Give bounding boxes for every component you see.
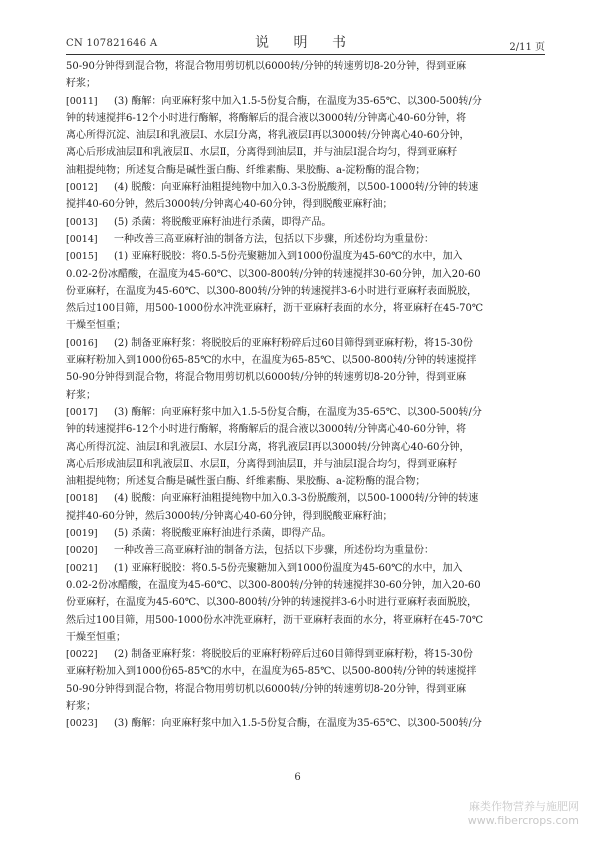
watermark-url: www.fibercrops.com — [467, 814, 579, 827]
paragraph-number: [0022] — [66, 649, 98, 661]
text-line — [66, 110, 547, 127]
paragraph-number: [0023] — [66, 718, 98, 730]
paragraph-number: [0015] — [66, 251, 98, 263]
continuation-paragraph — [66, 58, 547, 93]
page-counter: 2/11 页 — [509, 42, 545, 53]
text-line — [66, 196, 547, 213]
numbered-paragraph — [66, 542, 547, 559]
text-line — [66, 162, 547, 179]
page-header — [66, 30, 545, 52]
text-line — [66, 560, 547, 577]
line-text: (2) 制备亚麻籽浆：将脱胶后的亚麻籽粉碎后过60目筛得到亚麻籽粉，将15-30份 — [114, 337, 473, 349]
numbered-paragraph — [66, 490, 547, 525]
text-line — [66, 266, 547, 283]
text-line — [66, 248, 547, 265]
line-text: (5) 杀菌：将脱酸亚麻籽油进行杀菌，即得产品。 — [114, 216, 332, 228]
line-text: (2) 制备亚麻籽浆：将脱胶后的亚麻籽粉碎后过60目筛得到亚麻籽粉，将15-30份 — [114, 649, 473, 661]
text-line — [66, 473, 547, 490]
text-line — [66, 490, 547, 507]
paragraph-number: [0016] — [66, 337, 98, 349]
text-line — [66, 612, 547, 629]
text-line — [66, 369, 547, 386]
line-text: 50-90分钟得到混合物，将混合物用剪切机以6000转/分钟的转速剪切8-20分钟，得到亚麻 — [66, 683, 467, 695]
text-line — [66, 231, 547, 248]
text-line — [66, 144, 547, 161]
line-text: 籽浆； — [66, 389, 96, 401]
line-text: 然后过100目筛，用500-1000份水冲洗亚麻籽，沥干亚麻籽表面的水分，将亚麻籽在45-70℃ — [66, 303, 484, 315]
text-line — [66, 93, 547, 110]
text-line — [66, 698, 547, 715]
text-line — [66, 629, 547, 646]
paragraph-number: [0019] — [66, 528, 98, 540]
text-line — [66, 335, 547, 352]
line-text: 搅拌40-60分钟，然后3000转/分钟离心40-60分钟，得到脱酸亚麻籽油； — [66, 199, 393, 211]
text-line — [66, 456, 547, 473]
text-line — [66, 404, 547, 421]
line-text: (3) 酶解：向亚麻籽浆中加入1.5-5份复合酶，在温度为35-65℃、以300-500转/分 — [114, 406, 482, 418]
line-text: 份亚麻籽，在温度为45-60℃、以300-800转/分钟的转速搅拌3-6小时进行亚麻籽表面脱胶， — [66, 285, 478, 297]
line-text: (4) 脱酸：向亚麻籽油粗提纯物中加入0.3-3份脱酸剂，以500-1000转/分钟的转速 — [114, 182, 479, 194]
text-line — [66, 317, 547, 334]
paragraph-number: [0012] — [66, 182, 98, 194]
line-text: 离心后形成油层Ⅱ和乳液层Ⅱ、水层Ⅱ，分离得到油层Ⅱ，并与油层Ⅰ混合均匀，得到亚麻籽 — [66, 147, 458, 159]
line-text: (1) 亚麻籽脱胶：将0.5-5份壳聚糖加入到1000份温度为45-60℃的水中，加入 — [114, 562, 463, 574]
numbered-paragraph — [66, 525, 547, 542]
text-line — [66, 663, 547, 680]
line-text: 亚麻籽粉加入到1000份65-85℃的水中，在温度为65-85℃、以500-800转/分钟的转速搅拌 — [66, 666, 477, 678]
line-text: 离心所得沉淀、油层Ⅰ和乳液层Ⅰ、水层Ⅰ分离，将乳液层Ⅰ再以3000转/分钟离心40-60分钟， — [66, 441, 470, 453]
line-text: 离心所得沉淀、油层Ⅰ和乳液层Ⅰ、水层Ⅰ分离，将乳液层Ⅰ再以3000转/分钟离心40-60分钟， — [66, 130, 470, 142]
line-text: 干燥至恒重； — [66, 631, 126, 643]
text-line — [66, 525, 547, 542]
watermark — [468, 800, 579, 828]
numbered-paragraph — [66, 93, 547, 179]
numbered-paragraph — [66, 179, 547, 214]
page-number: 6 — [294, 772, 301, 783]
header-divider — [66, 54, 545, 55]
text-line — [66, 542, 547, 559]
text-line — [66, 75, 547, 92]
paragraph-number: [0018] — [66, 493, 98, 505]
line-text: 籽浆； — [66, 78, 96, 90]
publication-number: CN 107821646 A — [66, 38, 158, 49]
line-text: 油粗提纯物；所述复合酶是碱性蛋白酶、纤维素酶、果胶酶、a-淀粉酶的混合物； — [66, 476, 426, 488]
paragraph-number: [0020] — [66, 545, 98, 557]
text-line — [66, 594, 547, 611]
paragraph-number: [0021] — [66, 562, 98, 574]
line-text: 籽浆； — [66, 700, 96, 712]
paragraph-number: [0011] — [66, 95, 98, 107]
numbered-paragraph — [66, 404, 547, 490]
line-text: 钟的转速搅拌6-12个小时进行酶解，将酶解后的混合液以3000转/分钟离心40-60分钟，将 — [66, 424, 467, 436]
line-text: 离心后形成油层Ⅱ和乳液层Ⅱ、水层Ⅱ，分离得到油层Ⅱ，并与油层Ⅰ混合均匀，得到亚麻籽 — [66, 458, 458, 470]
line-text: (3) 酶解：向亚麻籽浆中加入1.5-5份复合酶，在温度为35-65℃、以300-500转/分 — [114, 95, 482, 107]
line-text: 50-90分钟得到混合物，将混合物用剪切机以6000转/分钟的转速剪切8-20分钟，得到亚麻 — [66, 372, 467, 384]
text-line — [66, 300, 547, 317]
line-text: 亚麻籽粉加入到1000份65-85℃的水中，在温度为65-85℃、以500-800转/分钟的转速搅拌 — [66, 355, 477, 367]
numbered-paragraph — [66, 214, 547, 231]
line-text: 0.02-2份冰醋酸，在温度为45-60℃、以300-800转/分钟的转速搅拌30-60分钟，加入20-60 — [66, 268, 481, 280]
watermark-site-name: 麻类作物营养与施肥网 — [469, 800, 579, 813]
numbered-paragraph — [66, 560, 547, 646]
paragraph-number: [0014] — [66, 233, 98, 245]
text-line — [66, 352, 547, 369]
line-text: (1) 亚麻籽脱胶：将0.5-5份壳聚糖加入到1000份温度为45-60℃的水中，加入 — [114, 251, 463, 263]
line-text: 搅拌40-60分钟，然后3000转/分钟离心40-60分钟，得到脱酸亚麻籽油； — [66, 510, 393, 522]
text-line — [66, 214, 547, 231]
line-text: 干燥至恒重； — [66, 320, 126, 332]
text-line — [66, 646, 547, 663]
numbered-paragraph — [66, 646, 547, 715]
text-line — [66, 577, 547, 594]
numbered-paragraph — [66, 335, 547, 404]
text-line — [66, 127, 547, 144]
text-line — [66, 439, 547, 456]
line-text: (3) 酶解：向亚麻籽浆中加入1.5-5份复合酶，在温度为35-65℃、以300-500转/分 — [114, 718, 482, 730]
line-text: 钟的转速搅拌6-12个小时进行酶解，将酶解后的混合液以3000转/分钟离心40-60分钟，将 — [66, 112, 467, 124]
line-text: 0.02-2份冰醋酸，在温度为45-60℃、以300-800转/分钟的转速搅拌30-60分钟，加入20-60 — [66, 579, 481, 591]
paragraph-number: [0013] — [66, 216, 98, 228]
document-title: 说 明 书 — [255, 35, 356, 51]
text-line — [66, 715, 547, 732]
text-line — [66, 283, 547, 300]
numbered-paragraph — [66, 715, 547, 732]
line-text: (5) 杀菌：将脱酸亚麻籽油进行杀菌，即得产品。 — [114, 528, 332, 540]
line-text: 然后过100目筛，用500-1000份水冲洗亚麻籽，沥干亚麻籽表面的水分，将亚麻籽在45-70℃ — [66, 614, 484, 626]
line-text: 一种改善三高亚麻籽油的制备方法，包括以下步骤，所述份均为重量份： — [114, 545, 434, 557]
line-text: 油粗提纯物；所述复合酶是碱性蛋白酶、纤维素酶、果胶酶、a-淀粉酶的混合物； — [66, 164, 426, 176]
text-line — [66, 508, 547, 525]
line-text: 份亚麻籽，在温度为45-60℃、以300-800转/分钟的转速搅拌3-6小时进行亚麻籽表面脱胶， — [66, 597, 478, 609]
text-line — [66, 179, 547, 196]
text-line — [66, 58, 547, 75]
paragraph-number: [0017] — [66, 406, 98, 418]
text-line — [66, 421, 547, 438]
numbered-paragraph — [66, 231, 547, 248]
line-text: 50-90分钟得到混合物，将混合物用剪切机以6000转/分钟的转速剪切8-20分钟，得到亚麻 — [66, 61, 467, 72]
line-text: 一种改善三高亚麻籽油的制备方法，包括以下步骤，所述份均为重量份： — [114, 233, 434, 245]
text-line — [66, 681, 547, 698]
text-line — [66, 387, 547, 404]
line-text: (4) 脱酸：向亚麻籽油粗提纯物中加入0.3-3份脱酸剂，以500-1000转/分钟的转速 — [114, 493, 479, 505]
document-body — [66, 58, 547, 733]
numbered-paragraph — [66, 248, 547, 334]
